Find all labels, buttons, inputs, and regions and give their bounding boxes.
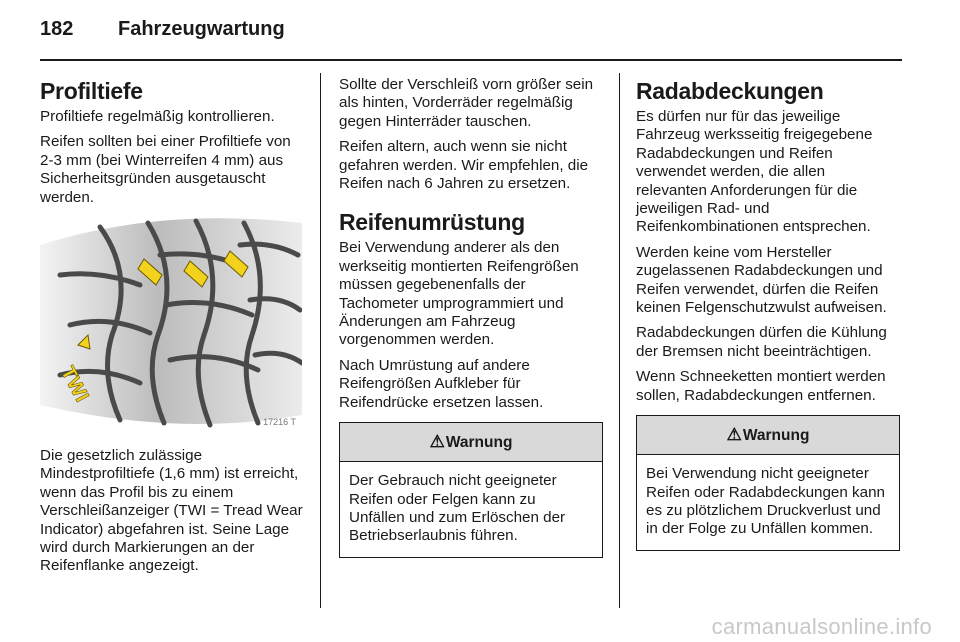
paragraph: Profiltiefe regelmäßig kontrollieren. (40, 108, 275, 125)
paragraph: Es dürfen nur für das jeweilige Fahrzeug werksseitig freigegebene Radabdeckungen und Reifen verwendet werden, die allen relevanten Anforderungen für die jeweiligen Rad- und Reifenkombinationen entsprechen. (636, 108, 873, 236)
warning-box (636, 415, 900, 551)
column-divider (320, 73, 321, 608)
section-heading: Reifenumrüstung (339, 209, 525, 236)
page-header (40, 18, 900, 52)
warning-header (637, 416, 899, 455)
warning-text: Bei Verwendung nicht geeigneter Reifen oder Radabdeckungen kann es zu plötzlichem Druckverlust und in der Folge zu Unfällen kommen. (646, 465, 885, 538)
warning-title: Warnung (742, 427, 810, 445)
page-number: 182 (40, 18, 74, 40)
figure-code: 17216 T (263, 417, 296, 428)
column-divider (619, 73, 620, 608)
paragraph: Sollte der Verschleiß vorn größer sein als hinten, Vorderräder regelmäßig gegen Hinterräder tauschen. (339, 76, 594, 130)
warning-triangle-icon: ⚠ (429, 432, 445, 452)
watermark: carmanualsonline.info (711, 614, 932, 639)
paragraph: Werden keine vom Hersteller zugelassenen Radabdeckungen und Reifen verwendet, dürfen die Reifen keinen Felgenschutzwulst aufweisen. (636, 243, 887, 317)
warning-triangle-icon: ⚠ (726, 425, 742, 445)
warning-header (340, 423, 602, 462)
paragraph: Reifen sollten bei einer Profiltiefe von 2-3 mm (bei Winterreifen 4 mm) aus Sicherheitsgründen ausgetauscht werden. (40, 133, 291, 206)
warning-title: Warnung (445, 434, 513, 452)
paragraph: Die gesetzlich zulässige Mindestprofiltiefe (1,6 mm) ist erreicht, wenn das Profil bis zu einem Verschleißanzeiger (TWI = Tread Wear Indicator) abgefahren ist. Seine Lage wird durch Markierungen an der Reifenflanke angezeigt. (40, 447, 303, 575)
warning-text: Der Gebrauch nicht geeigneter Reifen oder Felgen kann zu Unfällen und zum Erlöschen der Betriebserlaubnis führen. (349, 472, 566, 545)
paragraph: Reifen altern, auch wenn sie nicht gefahren werden. Wir empfehlen, die Reifen nach 6 Jahren zu ersetzen. (339, 138, 589, 193)
tire-tread-figure (40, 215, 302, 433)
paragraph: Bei Verwendung anderer als den werkseitig montierten Reifengrößen müssen gegebenenfalls der Tachometer umprogrammiert und Änderungen am Fahrzeug vorgenommen werden. (339, 239, 579, 349)
paragraph: Wenn Schneeketten montiert werden sollen, Radabdeckungen entfernen. (636, 368, 886, 404)
column-radabdeckungen (636, 76, 900, 551)
header-rule (40, 59, 902, 61)
section-heading: Radabdeckungen (636, 78, 824, 104)
column-profiltiefe (40, 76, 306, 583)
paragraph: Nach Umrüstung auf andere Reifengrößen Aufkleber für Reifendrücke ersetzen lassen. (339, 356, 544, 411)
section-heading: Profiltiefe (40, 78, 143, 104)
column-reifenumruestung (339, 76, 603, 558)
paragraph: Radabdeckungen dürfen die Kühlung der Bremsen nicht beeinträchtigen. (636, 324, 887, 360)
twi-label: TWI (56, 362, 93, 406)
chapter-title: Fahrzeugwartung (118, 18, 285, 40)
warning-box (339, 422, 603, 558)
